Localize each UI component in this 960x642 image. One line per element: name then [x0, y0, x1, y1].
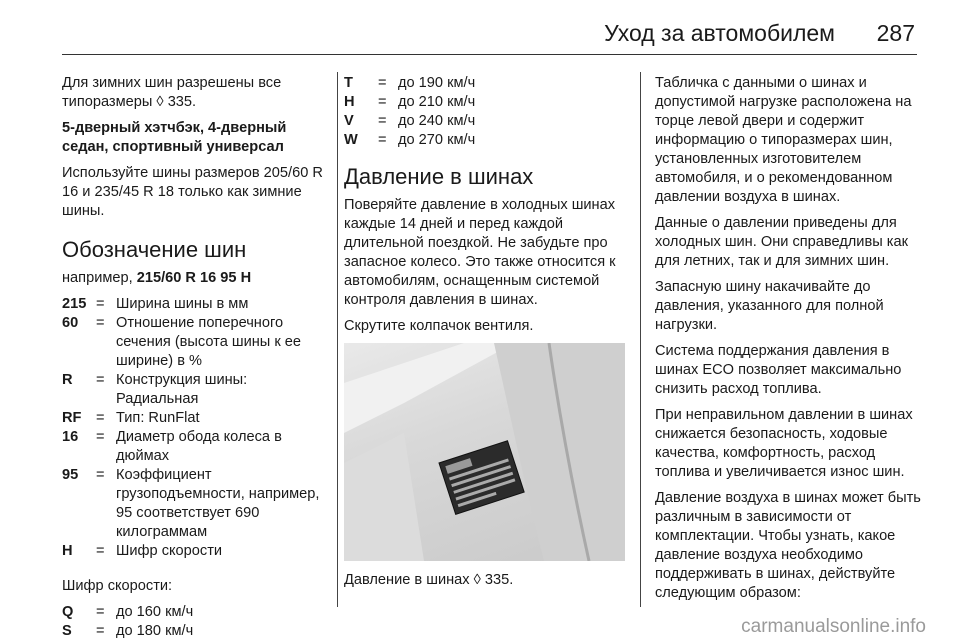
speed-row: V = до 240 км/ч: [344, 113, 476, 129]
column-divider: [640, 72, 641, 607]
valve-cap-instruction: Скрутите колпачок вентиля.: [344, 318, 534, 334]
definition-row: 95 = Коэффициент грузоподъемности, например, 95 соответствует 690 килограммам: [62, 467, 320, 540]
designation-definitions: [62, 295, 330, 561]
speed-row: H = до 210 км/ч: [344, 94, 476, 110]
column-middle: [344, 74, 629, 597]
watermark: carmanualsonline.info: [741, 616, 926, 637]
speed-row: T = до 190 км/ч: [344, 75, 476, 91]
definition-row: H = Шифр скорости: [62, 543, 223, 559]
speed-row: W = до 270 км/ч: [344, 132, 476, 148]
tyre-designation-heading: Обозначение шин: [62, 237, 247, 262]
winter-tyres-intro: Для зимних шин разрешены все типоразмеры ◊ 335.: [62, 75, 282, 110]
page-number: 287: [876, 20, 915, 46]
definition-row: 16 = Диаметр обода колеса в дюймах: [62, 429, 282, 464]
column-right: [655, 74, 923, 610]
tyre-label-location: Табличка с данными о шинах и допустимой нагрузке расположена на торце левой двери и содержит информацию о типоразмерах шин, установленных изготовителем автомобиля, и о рекомендованном давлении воздуха в шинах.: [655, 75, 912, 205]
page-header: [62, 14, 917, 55]
definition-row: 215 = Ширина шины в мм: [62, 296, 249, 312]
tyre-pressure-check: Поверяйте давление в холодных шинах каждые 14 дней и перед каждой длительной поездкой. Не забудьте про запасное колесо. Это также относится к автомобилям, оснащенным системой контроля давления в шинах.: [344, 197, 616, 308]
speed-code-label: Шифр скорости:: [62, 578, 173, 594]
tyre-pressure-heading: Давление в шинах: [344, 164, 534, 189]
door-label-figure: [344, 343, 625, 561]
designation-example-value: 215/60 R 16 95 H: [136, 270, 252, 286]
page-title: Уход за автомобилем: [604, 20, 835, 46]
winter-tyres-sizes: Используйте шины размеров 205/60 R 16 и 235/45 R 18 только как зимние шины.: [62, 165, 323, 219]
definition-row: 60 = Отношение поперечного сечения (высота шины к ее ширине) в %: [62, 315, 302, 369]
definition-row: RF = Тип: RunFlat: [62, 410, 200, 426]
spare-tyre-note: Запасную шину накачивайте до давления, указанного для полной нагрузки.: [655, 279, 884, 333]
designation-example: например, 215/60 R 16 95 H: [62, 270, 252, 286]
pressure-variation-note: Давление воздуха в шинах может быть различным в зависимости от комплектации. Чтобы узнать, какое давление воздуха необходимо поддерживать в шинах, действуйте следующим образом:: [655, 490, 921, 601]
column-divider: [337, 72, 338, 607]
eco-system-note: Система поддержания давления в шинах ECO позволяет максимально снизить расход топлива.: [655, 343, 902, 397]
column-left: [62, 74, 330, 641]
speed-row: S = до 180 км/ч: [62, 623, 194, 639]
door-pillar-illustration: [344, 343, 625, 561]
body-types-subheading: 5-дверный хэтчбэк, 4-дверный седан, спортивный универсал: [62, 120, 287, 155]
figure-caption: Давление в шинах ◊ 335.: [344, 572, 514, 588]
definition-row: R = Конструкция шины: Радиальная: [62, 372, 248, 407]
wrong-pressure-warning: При неправильном давлении в шинах снижается безопасность, ходовые качества, комфортность, расход топлива и увеличивается износ шин.: [655, 407, 913, 480]
cold-tyre-note: Данные о давлении приведены для холодных шин. Они справедливы как для летних, так и для зимних шин.: [655, 215, 908, 269]
speed-row: Q = до 160 км/ч: [62, 604, 194, 620]
